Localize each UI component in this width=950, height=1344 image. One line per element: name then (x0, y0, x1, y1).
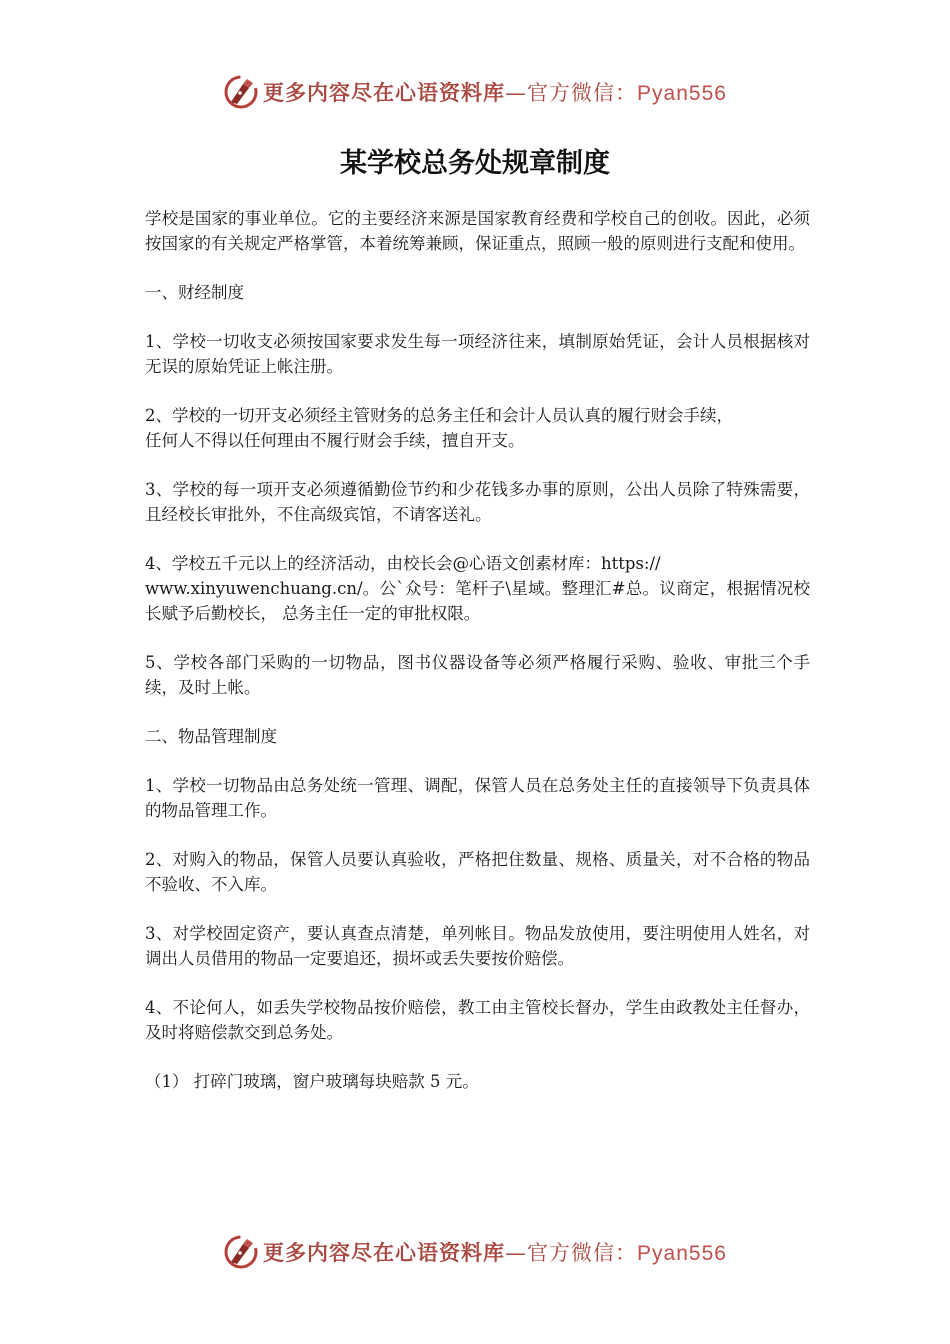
footer-banner (0, 1232, 950, 1272)
banner-text (263, 77, 727, 107)
goods-subitem-1: （1） 打碎门玻璃，窗户玻璃每块赔款 5 元。 (145, 1072, 479, 1091)
pen-nib-logo-icon (223, 1234, 259, 1270)
banner-sub-text: 官方微信： (527, 1241, 638, 1265)
finance-item-2: 2、学校的一切开支必须经主管财务的总务主任和会计人员认真的履行财会手续， 任何人不得以任何理由不履行财会手续，擅自开支。 (145, 406, 733, 450)
finance-item-4: 4、学校五千元以上的经济活动，由校长会@心语文创素材库：https:// www.xinyuwenchuang.cn/。公`众号：笔杆子\星域。整理汇#总。议商定，根据情况校长赋予后勤校长， 总务主任一定的审批权限。 (145, 554, 810, 623)
banner-main-text: 更多内容尽在心语资料库 (263, 1241, 506, 1265)
banner-sub-text: 官方微信： (527, 81, 638, 105)
finance-item-5: 5、学校各部门采购的一切物品，图书仪器设备等必须严格履行采购、验收、审批三个手续，及时上帐。 (145, 653, 810, 697)
goods-item-1: 1、学校一切物品由总务处统一管理、调配，保管人员在总务处主任的直接领导下负责具体的物品管理工作。 (145, 776, 810, 820)
banner-wechat-id: Pyan556 (637, 1242, 727, 1265)
banner-dash: — (505, 1241, 528, 1265)
pen-nib-logo-icon (223, 74, 259, 110)
banner-dash: — (505, 81, 528, 105)
finance-item-1: 1、学校一切收支必须按国家要求发生每一项经济往来，填制原始凭证，会计人员根据核对无误的原始凭证上帐注册。 (145, 332, 810, 376)
goods-item-4: 4、不论何人，如丢失学校物品按价赔偿，教工由主管校长督办，学生由政教处主任督办，及时将赔偿款交到总务处。 (145, 998, 810, 1042)
document-body (145, 206, 810, 1094)
section-heading-goods: 二、物品管理制度 (145, 727, 277, 746)
intro-paragraph: 学校是国家的事业单位。它的主要经济来源是国家教育经费和学校自己的创收。因此，必须按国家的有关规定严格掌管，本着统筹兼顾，保证重点，照顾一般的原则进行支配和使用。 (145, 209, 810, 253)
goods-item-3: 3、对学校固定资产，要认真查点清楚，单列帐目。物品发放使用，要注明使用人姓名，对调出人员借用的物品一定要追还，损坏或丢失要按价赔偿。 (145, 924, 810, 968)
section-heading-finance: 一、财经制度 (145, 283, 244, 302)
banner-text (263, 1237, 727, 1267)
header-banner (0, 72, 950, 112)
finance-item-3: 3、学校的每一项开支必须遵循勤俭节约和少花钱多办事的原则，公出人员除了特殊需要，且经校长审批外，不住高级宾馆，不请客送礼。 (145, 480, 810, 524)
banner-wechat-id: Pyan556 (637, 82, 727, 105)
goods-item-2: 2、对购入的物品，保管人员要认真验收，严格把住数量、规格、质量关，对不合格的物品不验收、不入库。 (145, 850, 810, 894)
document-title: 某学校总务处规章制度 (340, 148, 610, 179)
banner-main-text: 更多内容尽在心语资料库 (263, 81, 506, 105)
